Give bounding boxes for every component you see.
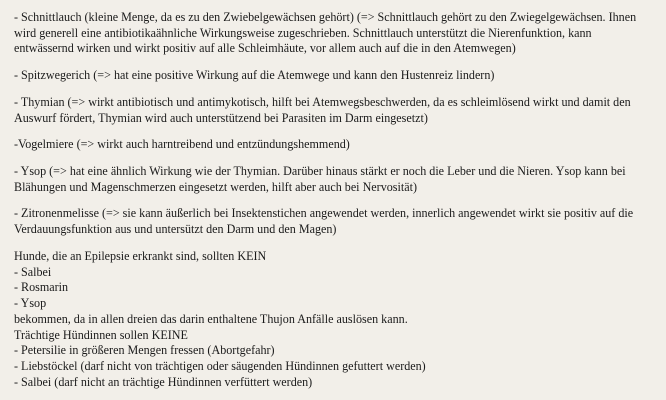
pregnant-section (14, 328, 652, 391)
epilepsy-outro: bekommen, da in allen dreien das darin enthaltene Thujon Anfälle auslösen kann. (14, 311, 408, 326)
pregnant-item-petersilie: - Petersilie in größeren Mengen fressen (Abortgefahr) (14, 343, 275, 358)
epilepsy-item-ysop: - Ysop (14, 296, 47, 311)
herb-paragraph-zitronenmelisse: - Zitronenmelisse (=> sie kann äußerlich bei Insektenstichen angewendet werden, innerlich angewendet wirkt sie positiv auf die Verdauungsfunktion aus und untersützt den Darm und den Magen) (14, 206, 634, 237)
herb-paragraph-spitzwegerich: - Spitzwegerich (=> hat eine positive Wirkung auf die Atemwege und kann den Hustenreiz lindern) (14, 68, 495, 83)
pregnant-item-salbei: - Salbei (darf nicht an trächtige Hündinnen verfüttert werden) (14, 374, 313, 389)
pregnant-intro: Trächtige Hündinnen sollen KEINE (14, 327, 188, 342)
pregnant-item-liebstoeckel: - Liebstöckel (darf nicht von trächtigen oder säugenden Hündinnen gefuttert werden) (14, 358, 426, 373)
epilepsy-item-rosmarin: - Rosmarin (14, 280, 69, 295)
epilepsy-intro: Hunde, die an Epilepsie erkrankt sind, sollten KEIN (14, 248, 267, 263)
epilepsy-section (14, 249, 652, 328)
herb-paragraph-ysop: - Ysop (=> hat eine ähnlich Wirkung wie der Thymian. Darüber hinaus stärkt er noch die Leber und die Nieren. Ysop kann bei Blähungen und Magenschmerzen eingesetzt werden, hilft aber auch bei Nervosität) (14, 164, 626, 194)
herb-paragraph-thymian: - Thymian (=> wirkt antibiotisch und antimykotisch, hilft bei Atemwegsbeschwerden, da es schleimlösend wirkt und damit den Auswurf fördert, Thymian wird auch unterstützend bei Parasiten im Darm eingesetzt) (14, 94, 631, 125)
herb-paragraph-vogelmiere: -Vogelmiere (=> wirkt auch harntreibend und entzündungshemmend) (14, 137, 350, 152)
epilepsy-item-salbei: - Salbei (14, 264, 52, 279)
herb-paragraph-schnittlauch: - Schnittlauch (kleine Menge, da es zu den Zwiebelgewächsen gehört) (=> Schnittlauch gehört zu den Zwiegelgewächsen. Ihnen wird generell eine antibiotikaähnliche Wirkungsweise zugeschrieben. Schnittlauch unterstützt die Nierenfunktion, kann entwässernd wirken und wirkt positiv auf alle Schleimhäute, vor allem auch auf die in den Atemwegen) (14, 10, 637, 56)
